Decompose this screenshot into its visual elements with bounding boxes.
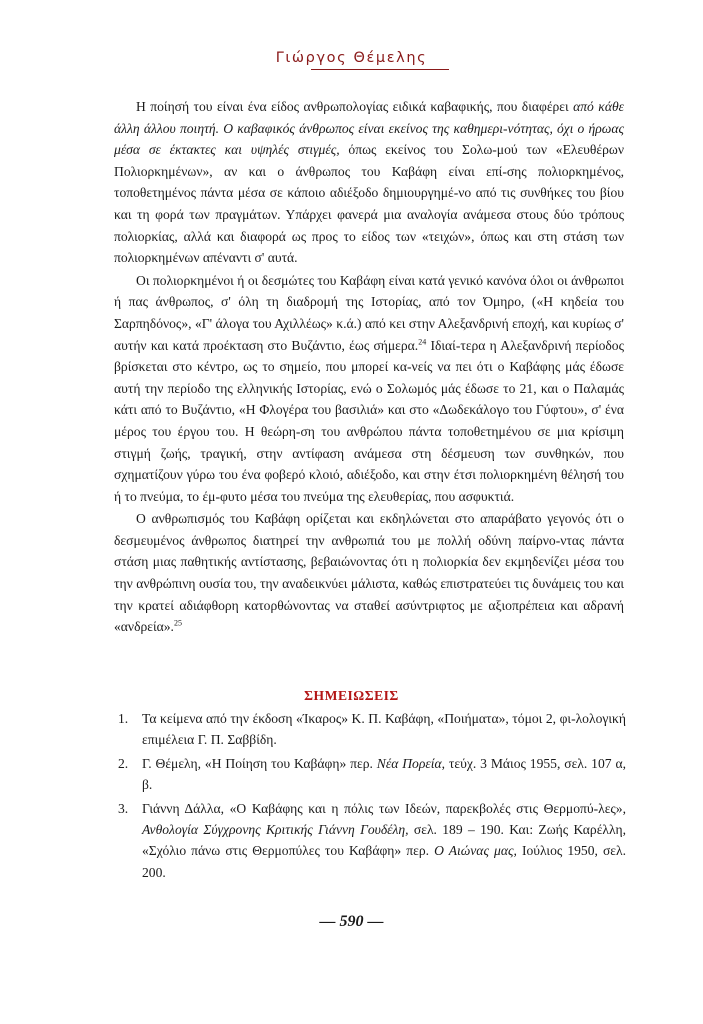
notes-list: [118, 708, 626, 883]
note-item: [118, 753, 626, 796]
text-run: Γ. Θέμελη, «Η Ποίηση του Καβάφη» περ.: [142, 755, 377, 771]
paragraph: [114, 508, 624, 638]
text-run: Οι πολιορκημένοι ή οι δεσμώτες του Καβάφη είναι κατά γενικό κανόνα όλοι οι άνθρωποι ή πας άνθρωπος, σ' όλη τη διαδρομή της Ιστορίας, από τον Όμηρο, («Η κηδεία του Σαρπηδόνος», «Γ' άλογα του Αχιλλέως» κ.ά.) από κει στην Αλεξανδρινή εποχή, και κυρίως σ' αυτήν και κατά προέκταση στο Βυζάντιο, έως σήμερα.: [114, 272, 624, 353]
italic-text: Νέα Πορεία: [376, 755, 442, 771]
footnote-ref: 25: [173, 618, 182, 628]
footnote-ref: 24: [418, 337, 427, 346]
running-head: Γιώργος Θέμελης: [275, 50, 428, 66]
text-run: Η ποίησή του είναι ένα είδος ανθρωπολογίας ειδικά καβαφικής, που διαφέρει: [136, 99, 574, 114]
note-number: 3.: [118, 800, 129, 816]
text-run: όπως εκείνος του Σολω-μού των «Ελευθέρων Πολιορκημένων», αν και ο άνθρωπος του Καβάφη είναι επί-σης πολιορκημένος, τοποθετημένος πάντα μέσα σε κάποιο αδιέξοδο δημιουργημέ-νο από τις συνθήκες του βίου και τη φορά των πραγμάτων. Υπάρχει φανερά μια αναλογία ανάμεσα στους δύο τρόπους πολιορκίας, αλλά και διαφορά ως προς το είδος των «τειχών», όπως και στη στάση των πολιορκημένων απέναντι σ' αυτά.: [114, 142, 624, 266]
notes-heading: ΣΗΜΕΙΩΣΕΙΣ: [304, 688, 399, 703]
note-number: 2.: [118, 755, 129, 771]
text-run: Ιδιαί-τερα η Αλεξανδρινή περίοδος βρίσκεται στο κέντρο, ως το σημείο, που μπορεί κα-νείς να πει ότι ο Καβάφης μάς έδωσε αυτή την περίοδο της ελληνικής Ιστορίας, ενώ ο Σολωμός μάς έδωσε το 21, και ο Παλαμάς κάτι από το Βυζάντιο, «Η Φλογέρα του βασιλιά» και στο «Δωδεκάλογο του Γύφτου», σ' ένα μέρος του έργου του. Η θεώρη-ση του ανθρώπου πάντα τοποθετημένου σε μια κρίσιμη στιγμή ζωής, τραγική, στην αντίφαση ανάμεσα στη δέσμευση των συνθηκών, που σχηματίζουν γύρω του ένα φοβερό κλοιό, αδιέξοδο, και στην έτσι πολιορκημένη θέλησή του ή το πνεύμα, το έμ-φυτο μέσα του πνεύμα της ελευθερίας, που ασφυκτιά.: [114, 337, 624, 504]
note-item: [118, 798, 626, 884]
italic-text: Ο Αιώνας μας,: [434, 843, 517, 859]
text-run: Τα κείμενα από την έκδοση «Ίκαρος» Κ. Π. Καβάφη, «Ποιήματα», τόμοι 2, φι-λολογική επιμέλεια Γ. Π. Σαββίδη.: [142, 711, 626, 748]
body-text: [114, 96, 624, 638]
text-run: Ιούλιος 1950, σελ. 200.: [142, 843, 626, 880]
running-head-underline: [311, 69, 449, 70]
text-run: σελ. 189 – 190. Και: Ζωής Καρέλλη, «Σχόλιο πάνω στις Θερμοπύλες του Καβάφη» περ.: [142, 822, 626, 859]
paragraph: [114, 270, 624, 508]
text-run: , τεύχ. 3 Μάιος 1955, σελ. 107 α, β.: [142, 755, 626, 793]
note-number: 1.: [118, 711, 129, 726]
italic-text: από κάθε άλλη άλλου ποιητή. Ο καβαφικός άνθρωπος είναι εκείνος της καθημερι-νότητας, όχι ο ήρωας μέσα σε έκτακτες και υψηλές στιγμές,: [114, 99, 624, 158]
text-run: Γιάννη Δάλλα, «Ο Καβάφης και η πόλις των Ιδεών, παρεκβολές στις Θερμοπύ-λες»,: [142, 800, 626, 816]
italic-text: Ανθολογία Σύγχρονης Κριτικής Γιάννη Γουδέλη,: [142, 822, 409, 838]
text-run: Ο ανθρωπισμός του Καβάφη ορίζεται και εκδηλώνεται στο απαράβατο γεγονός ότι ο δεσμευμένος άνθρωπος διατηρεί την ανθρωπιά του με πολλή οδύνη παίρνο-ντας πάντα στάση μιας παθητικής αντίστασης, βεβαιώνοντας ότι η πολιορκία δεν εκμηδενίζει μέσα του την ανθρώπινη ουσία του, την αναδεικνύει μάλιστα, καθώς επιστρατεύει τις δυνάμεις του και την κρατεί αδιάφθορη κατορθώνοντας να σταθεί ασύντριφτος με αξιοπρέπεια και αδρανή «ανδρεία».: [114, 511, 624, 635]
page-number: — 590 —: [319, 913, 384, 930]
paragraph: [114, 96, 624, 269]
note-item: [118, 708, 626, 751]
